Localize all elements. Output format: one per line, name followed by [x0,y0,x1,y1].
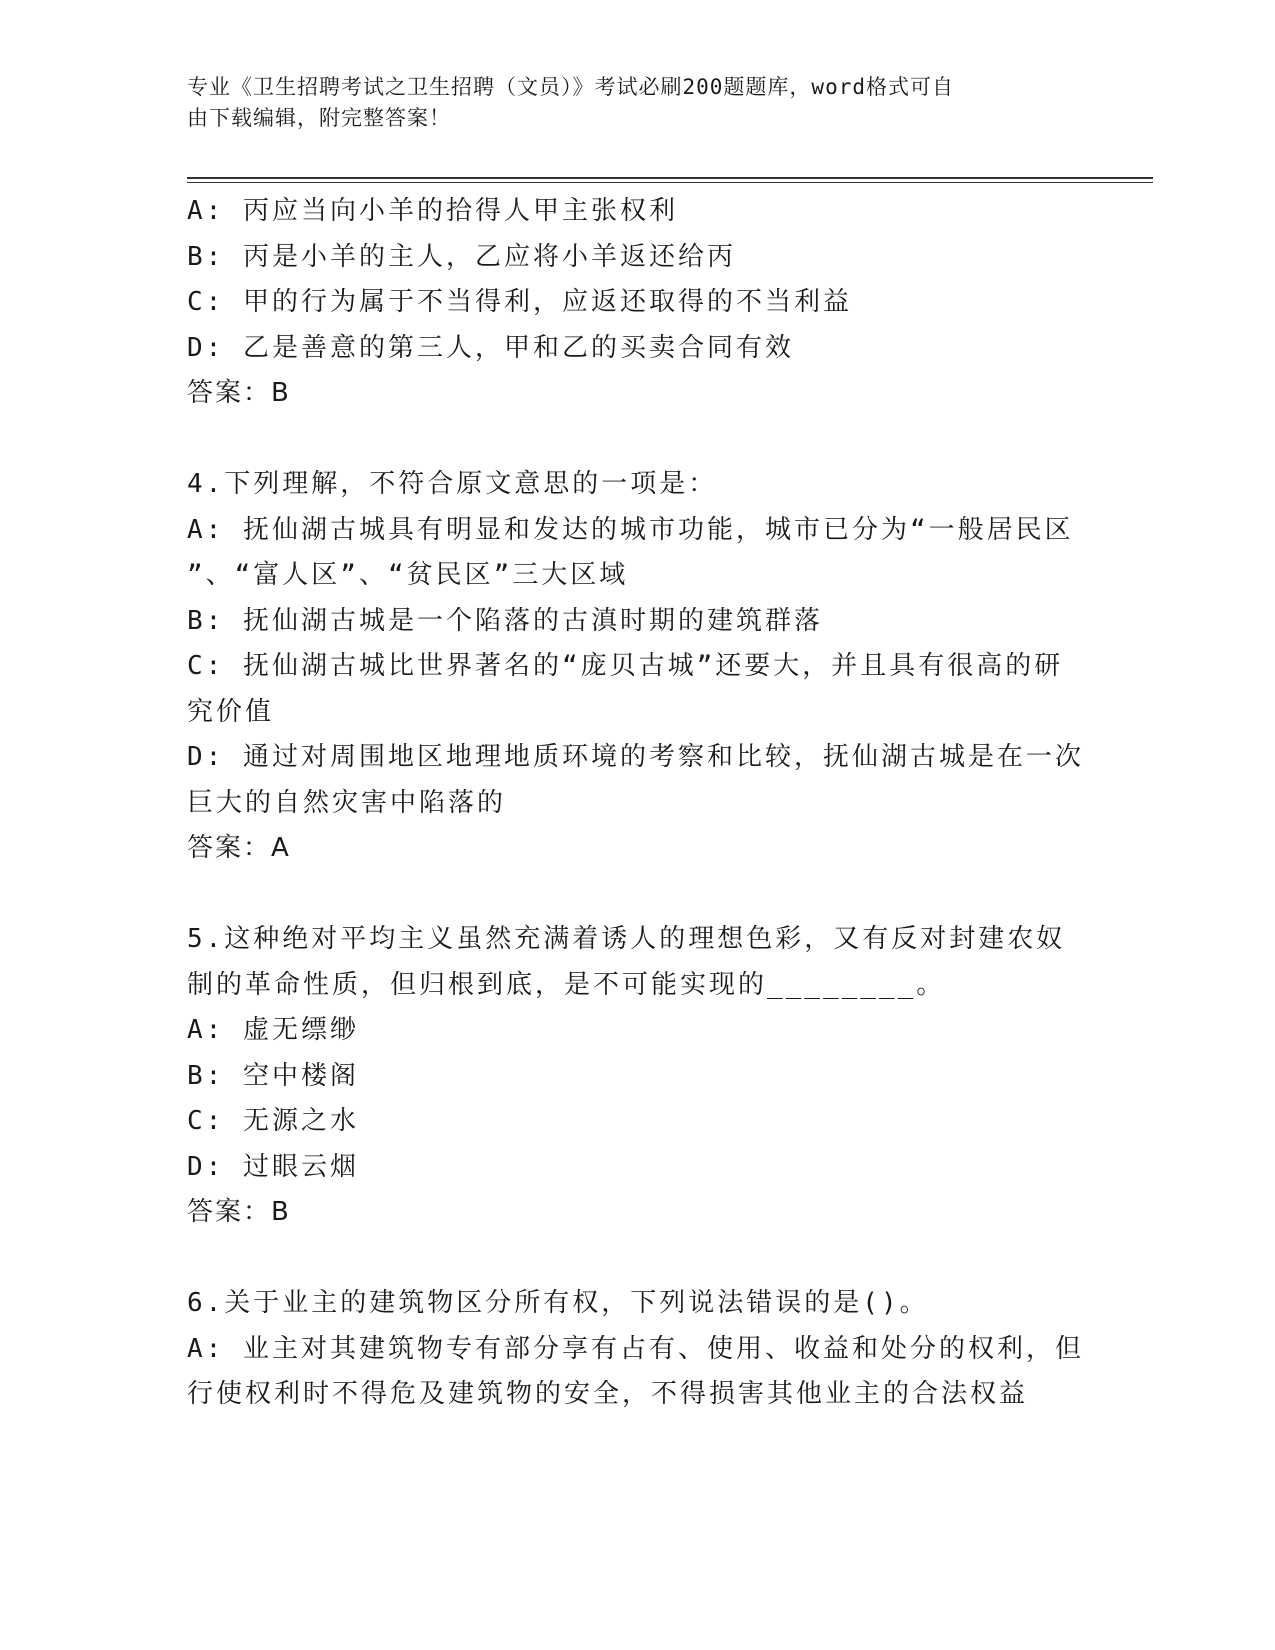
header-divider-thin [187,182,1153,183]
page-header [187,72,1067,134]
option-a-continued: 行使权利时不得危及建筑物的安全，不得损害其他业主的合法权益 [187,1379,1029,1409]
answer-label: 答案：A [187,833,291,863]
spacer [187,872,1067,918]
header-line-2: 由下载编辑，附完整答案！ [187,106,451,130]
option-b: B: 空中楼阁 [187,1060,359,1091]
question-6 [187,1281,1084,1418]
option-a-continued: ”、“富人区”、“贫民区”三大区域 [187,560,629,590]
option-a: A: 抚仙湖古城具有明显和发达的城市功能，城市已分为“一般居民区 [187,514,1074,545]
question-stem: 6.关于业主的建筑物区分所有权，下列说法错误的是()。 [187,1288,929,1318]
header-divider-thick [187,177,1153,179]
option-b: B: 抚仙湖古城是一个陷落的古滇时期的建筑群落 [187,605,823,636]
option-c: C: 抚仙湖古城比世界著名的“庞贝古城”还要大，并且具有很高的研 [187,651,1064,681]
option-c: C: 无源之水 [187,1106,359,1136]
header-line-1: 专业《卫生招聘考试之卫生招聘（文员）》考试必刷200题题库，word格式可自 [187,75,954,99]
option-d: D: 通过对周围地区地理地质环境的考察和比较，抚仙湖古城是在一次 [187,742,1084,772]
question-content [187,189,1084,1418]
spacer [187,1236,1067,1282]
spacer [187,417,1067,463]
option-b: B: 丙是小羊的主人，乙应将小羊返还给丙 [187,241,736,272]
option-a: A: 业主对其建筑物专有部分享有占有、使用、收益和处分的权利，但 [187,1333,1084,1364]
option-d-continued: 巨大的自然灾害中陷落的 [187,787,507,818]
option-c-continued: 究价值 [187,696,275,727]
option-a: A: 虚无缥缈 [187,1015,359,1045]
question-3-options [187,189,1067,417]
option-a: A: 丙应当向小羊的拾得人甲主张权利 [187,196,678,226]
option-d: D: 过眼云烟 [187,1151,359,1182]
question-5 [187,917,1067,1236]
question-4 [187,462,1084,872]
question-stem: 5.这种绝对平均主义虽然充满着诱人的理想色彩，又有反对封建农奴 [187,924,1066,954]
question-stem-continued: 制的革命性质，但归根到底，是不可能实现的________。 [187,969,946,1000]
answer-label: 答案：B [187,1197,291,1227]
question-stem: 4.下列理解，不符合原文意思的一项是： [187,469,718,499]
option-d: D: 乙是善意的第三人，甲和乙的买卖合同有效 [187,332,794,363]
option-c: C: 甲的行为属于不当得利，应返还取得的不当利益 [187,287,852,317]
answer-label: 答案：B [187,378,291,408]
